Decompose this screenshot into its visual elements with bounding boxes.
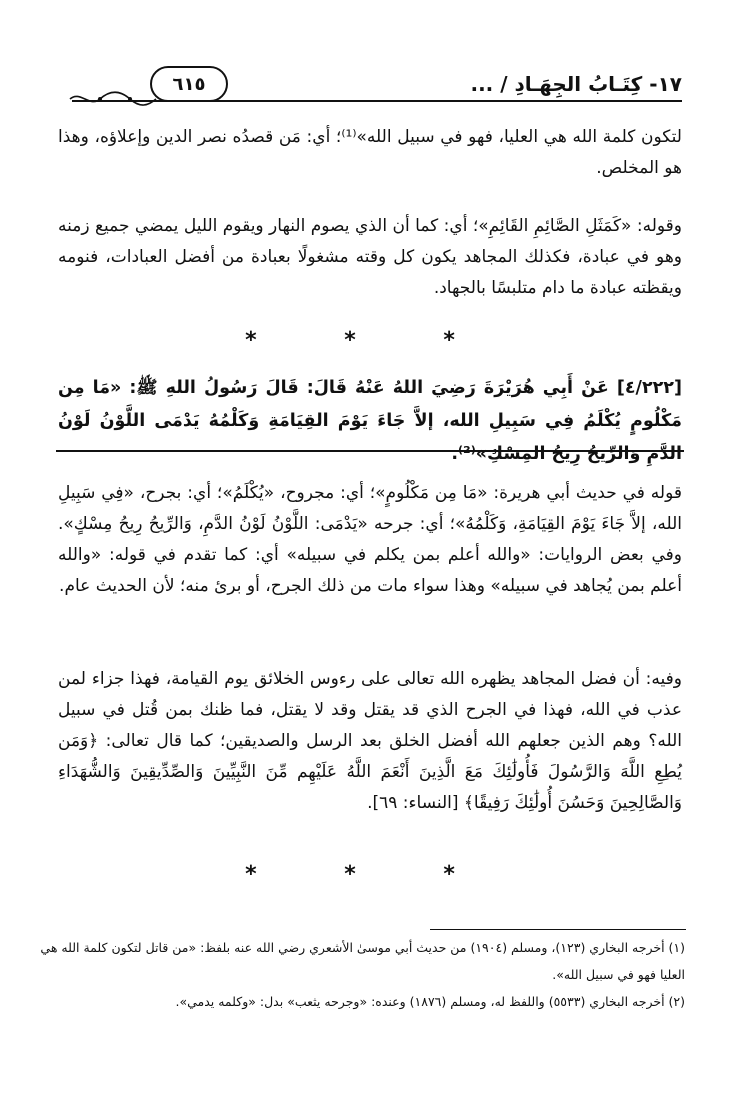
paragraph-1: لتكون كلمة الله هي العليا، فهو في سبيل الله»⁽¹⁾؛ أي: مَن قصدُه نصر الدين وإعلاؤه، وهذا هو المخلص. bbox=[58, 127, 682, 178]
commentary-1: قوله في حديث أبي هريرة: «مَا مِن مَكْلُومٍ»؛ أي: مجروح، «يُكْلَمُ»؛ أي: بجرح، «فِي سَبِيلِ الله، إلاَّ جَاءَ يَوْمَ القِيَامَةِ، وَكَلْمُهُ»؛ أي: جرحه «يَدْمَى: اللَّوْنُ لَوْنُ الدَّمِ، وَالرِّيحُ رِيحُ مِسْكٍ». وفي بعض الروايات: «والله أعلم بمن يكلم في سبيله» أي: كما تقدم في قوله: «والله أعلم بمن يُجاهد في سبيله» وهذا سواء مات من ذلك الجرح، أو برئ منه؛ لأن الحديث عام. bbox=[58, 483, 682, 596]
footnote-rule bbox=[430, 929, 686, 930]
page-header bbox=[60, 58, 682, 108]
chapter-title: ١٧- كِتَـابُ الجِهَـادِ / ... bbox=[470, 72, 682, 96]
separator-stars-1: * * * bbox=[245, 328, 495, 353]
footnotes bbox=[40, 934, 685, 1015]
footnote-2: (٢) أخرجه البخاري (٥٥٣٣) واللفظ له، ومسلم (١٨٧٦) وعنده: «وجرحه يثعب» بدل: «وكلمه يدمي». bbox=[175, 994, 685, 1009]
footnote-1: (١) أخرجه البخاري (١٢٣)، ومسلم (١٩٠٤) من حديث أبي موسىٰ الأشعري رضي الله عنه بلفظ: «من قاتل لتكون كلمة الله هي العليا فهو في سبيل الله». bbox=[40, 940, 685, 982]
paragraph-2: وقوله: «كَمَثَلِ الصَّائِمِ القَائِمِ»؛ أي: كما أن الذي يصوم النهار ويقوم الليل يمضي جميع زمنه وهو في عبادة، فكذلك المجاهد يكون كل وقته مشغولًا بعبادة من أفضل العبادات، فنومه ويقظته عبادة ما دام متلبسًا بالجهاد. bbox=[58, 216, 682, 298]
hadith-text: [٤/٢٢٢] عَنْ أَبِي هُرَيْرَةَ رَضِيَ اللهُ عَنْهُ قَالَ: قَالَ رَسُولُ اللهِ ﷺ: «مَا مِن مَكْلُومٍ يُكْلَمُ فِي سَبِيلِ الله، إلاَّ جَاءَ يَوْمَ القِيَامَةِ وَكَلْمُهُ يَدْمَى اللَّوْنُ لَوْنُ الدَّمِ وَالرِّيحُ رِيحُ المِسْكِ»⁽²⁾. bbox=[58, 378, 682, 464]
commentary-2: وفيه: أن فضل المجاهد يظهره الله تعالى على رءوس الخلائق يوم القيامة، فهذا جزاء لمن عذب في الله، فهذا في الجرح الذي قد يقتل وقد لا يقتل، فما ظنك بمن قُتل في سبيل الله؟ وهم الذين جعلهم الله أفضل الخلق بعد الرسل والصديقين؛ كما قال تعالى: ﴿وَمَن يُطِعِ اللَّهَ وَالرَّسُولَ فَأُولَٰئِكَ مَعَ الَّذِينَ أَنْعَمَ اللَّهُ عَلَيْهِم مِّنَ النَّبِيِّينَ وَالصِّدِّيقِينَ وَالشُّهَدَاءِ وَالصَّالِحِينَ وَحَسُنَ أُولَٰئِكَ رَفِيقًا﴾ [النساء: ٦٩]. bbox=[58, 669, 682, 813]
page-number-badge bbox=[150, 66, 228, 102]
separator-stars-2: * * * bbox=[245, 862, 495, 887]
ornament-icon bbox=[68, 90, 158, 108]
page-number: ٦١٥ bbox=[172, 73, 206, 95]
hadith-divider bbox=[56, 450, 684, 452]
